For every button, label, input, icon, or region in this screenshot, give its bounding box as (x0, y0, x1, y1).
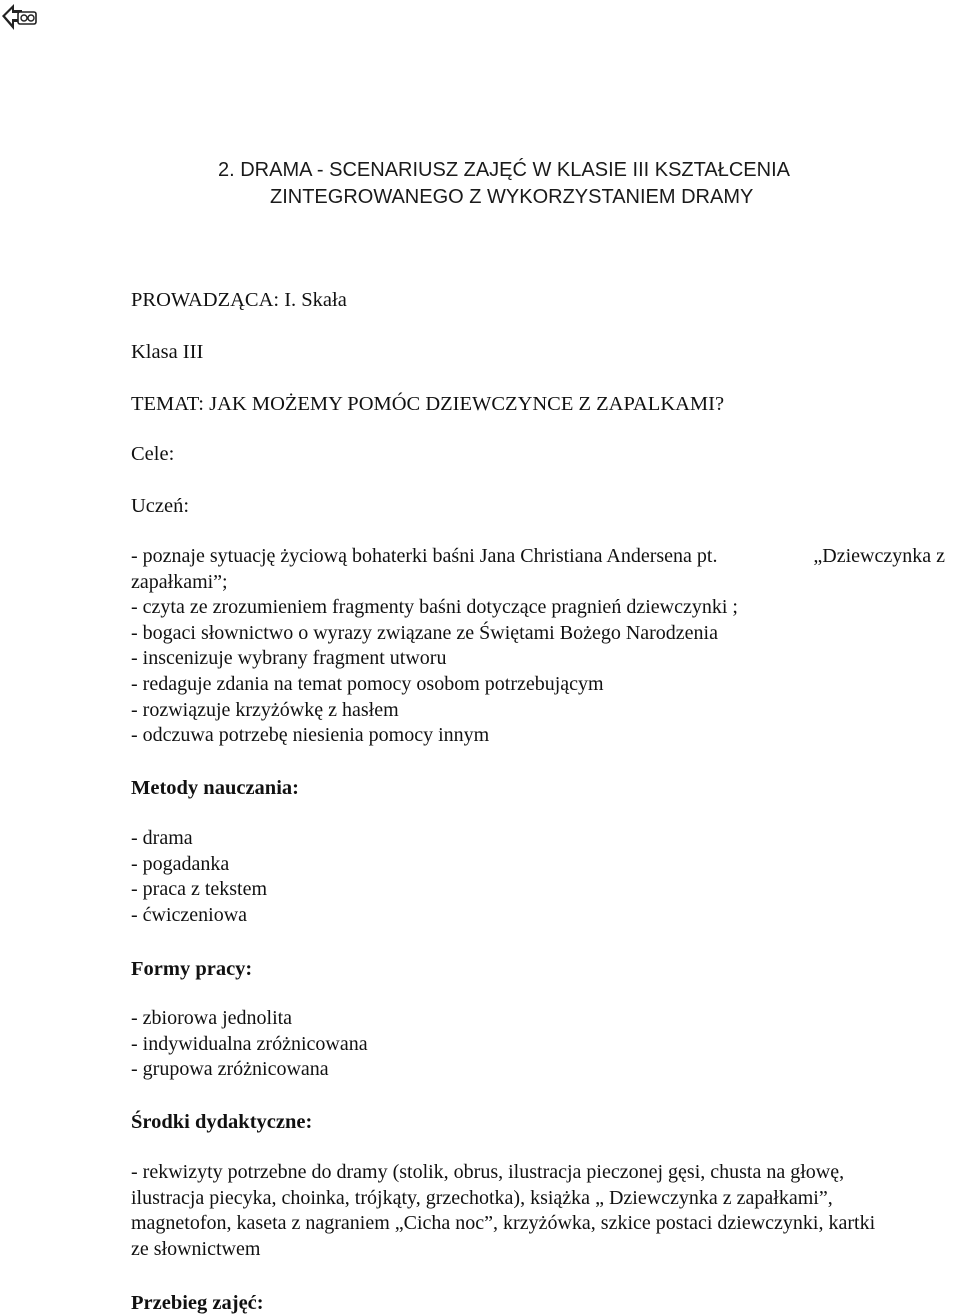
method-item: - praca z tekstem (131, 878, 268, 901)
title-line-2: ZINTEGROWANEGO Z WYKORZYSTANIEM DRAMY (270, 186, 754, 208)
topic-field: TEMAT: JAK MOŻEMY POMÓC DZIEWCZYNCE Z ZAPALKAMI? (131, 393, 725, 415)
form-item: - grupowa zróżnicowana (131, 1058, 329, 1081)
form-item: - zbiorowa jednolita (131, 1007, 293, 1029)
goal-item-3: - bogaci słownictwo o wyrazy związane ze Świętami Bożego Narodzenia (131, 621, 718, 644)
goal-item-7: - odczuwa potrzebę niesienia pomocy innym (131, 724, 490, 747)
document-logo-icon (0, 0, 40, 40)
title-line-1: 2. DRAMA - SCENARIUSZ ZAJĘĆ W KLASIE III KSZTAŁCENIA (218, 159, 790, 181)
course-heading: Przebieg zajęć: (131, 1292, 264, 1314)
goal-item-4: - inscenizuje wybrany fragment utworu (131, 647, 447, 670)
goal-item-1-quote: „Dziewczynka z (813, 545, 945, 567)
goal-item-1 (131, 544, 945, 570)
goal-item-2: - czyta ze zrozumieniem fragmenty baśni dotyczące pragnień dziewczynki ; (131, 596, 738, 619)
methods-heading: Metody nauczania: (131, 777, 299, 799)
resources-paragraph (131, 1160, 875, 1262)
pupil-label: Uczeń: (131, 495, 190, 517)
resources-line: magnetofon, kaseta z nagraniem „Cicha noc”, krzyżówka, szkice postaci dziewczynki, kartki (131, 1212, 876, 1235)
resources-line: ze słownictwem (131, 1237, 261, 1260)
goal-item-1-continuation: zapałkami”; (131, 570, 228, 593)
class-field: Klasa III (131, 341, 204, 363)
goal-item-5: - redaguje zdania na temat pomocy osobom potrzebującym (131, 672, 604, 695)
resources-line: ilustracja piecyka, choinka, trójkąty, grzechotka), książka „ Dziewczynka z zapałkami”, (131, 1186, 833, 1209)
goals-list (131, 544, 945, 749)
form-item: - indywidualna zróżnicowana (131, 1032, 368, 1055)
resources-heading: Środki dydaktyczne: (131, 1111, 313, 1133)
resources-line: - rekwizyty potrzebne do dramy (stolik, obrus, ilustracja pieczonej gęsi, chusta na głowę, (131, 1161, 845, 1183)
leader-field: PROWADZĄCA: I. Skała (131, 289, 347, 311)
method-item: - pogadanka (131, 852, 230, 875)
goal-item-6: - rozwiązuje krzyżówkę z hasłem (131, 698, 399, 721)
method-item: - ćwiczeniowa (131, 903, 248, 926)
forms-list (131, 1006, 368, 1083)
goal-item-1-text: - poznaje sytuację życiową bohaterki baśni Jana Christiana Andersena pt. (131, 545, 718, 567)
method-item: - drama (131, 827, 193, 849)
goals-heading: Cele: (131, 443, 175, 465)
forms-heading: Formy pracy: (131, 958, 253, 980)
methods-list (131, 826, 267, 928)
document-title (218, 157, 918, 211)
